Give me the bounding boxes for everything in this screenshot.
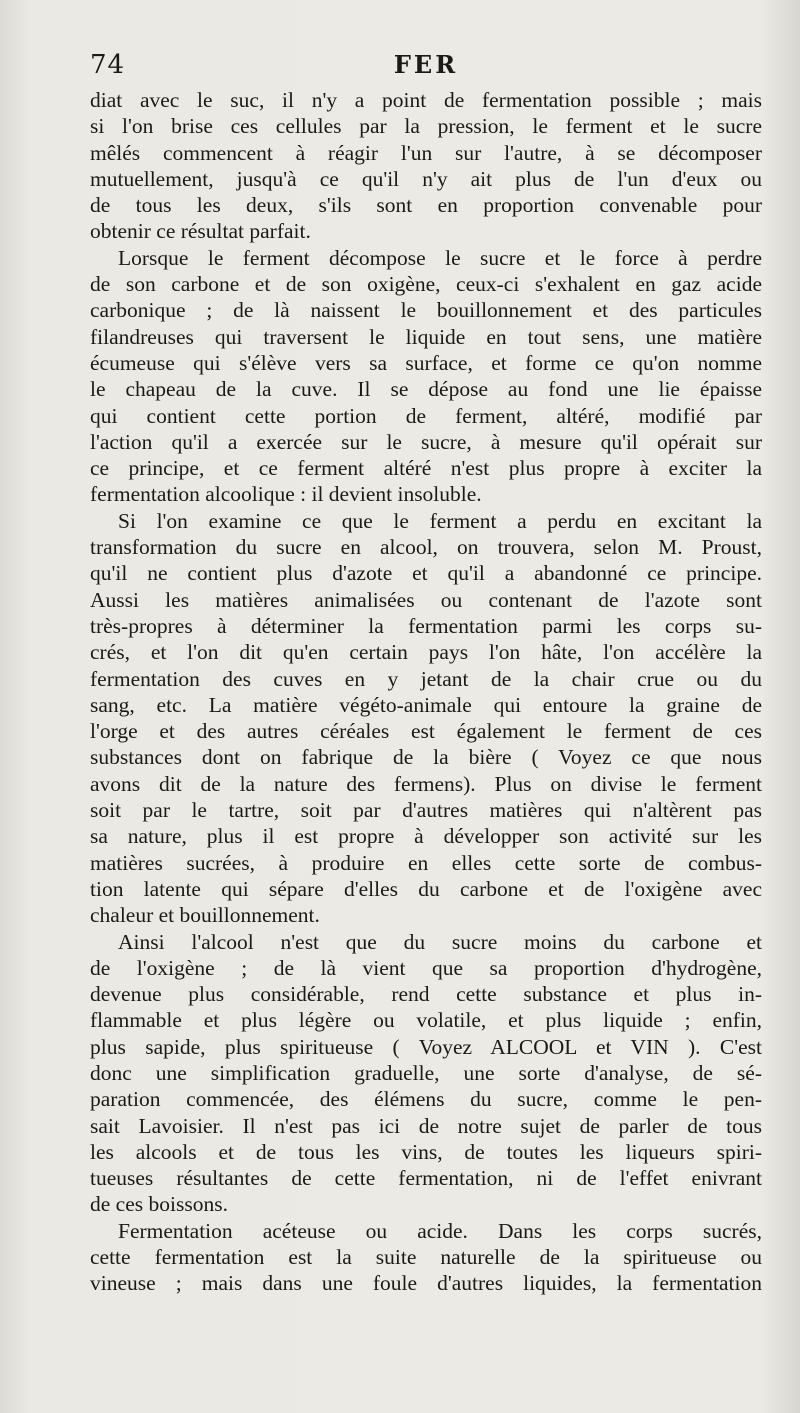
text-line: donc une simplification graduelle, une sorte d'analyse, de sé- [90, 1060, 762, 1085]
paragraph [90, 1218, 762, 1297]
text-line: mêlés commencent à réagir l'un sur l'autre, à se décomposer [90, 140, 762, 165]
text-line: Aussi les matières animalisées ou contenant de l'azote sont [90, 587, 762, 612]
paragraph [90, 929, 762, 1218]
text-line: tion latente qui sépare d'elles du carbone et de l'oxigène avec [90, 876, 762, 901]
paragraph [90, 245, 762, 508]
text-line: de son carbone et de son oxigène, ceux-ci s'exhalent en gaz acide [90, 272, 762, 297]
text-line: les alcools et de tous les vins, de toutes les liqueurs spiri- [90, 1139, 762, 1164]
text-line: Ainsi l'alcool n'est que du sucre moins du carbone et [118, 929, 762, 954]
text-line: Lorsque le ferment décompose le sucre et le force à perdre [118, 245, 762, 270]
text-line: plus sapide, plus spiritueuse ( Voyez ALCOOL et VIN ). C'est [90, 1034, 762, 1059]
text-line: obtenir ce résultat parfait. [90, 219, 311, 244]
text-line: mutuellement, jusqu'à ce qu'il n'y ait plus de l'un d'eux ou [90, 166, 762, 191]
text-line: de tous les deux, s'ils sont en proportion convenable pour [90, 193, 762, 218]
text-line: l'orge et des autres céréales est également le ferment de ces [90, 719, 762, 744]
text-line: carbonique ; de là naissent le bouillonnement et des particules [90, 298, 762, 323]
text-line: flammable et plus légère ou volatile, et plus liquide ; enfin, [90, 1008, 762, 1033]
text-line: qui contient cette portion de ferment, altéré, modifié par [90, 403, 762, 428]
text-line: sa nature, plus il est propre à développer son activité sur les [90, 824, 762, 849]
text-line: de ces boissons. [90, 1192, 228, 1217]
text-line: vineuse ; mais dans une foule d'autres liquides, la fermentation [90, 1271, 762, 1296]
text-line: qu'il ne contient plus d'azote et qu'il a abandonné ce principe. [90, 561, 762, 586]
text-line: cette fermentation est la suite naturelle de la spiritueuse ou [90, 1245, 762, 1270]
text-line: substances dont on fabrique de la bière ( Voyez ce que nous [90, 745, 762, 770]
text-line: paration commencée, des élémens du sucre, comme le pen- [90, 1087, 762, 1112]
text-line: devenue plus considérable, rend cette substance et plus in- [90, 982, 762, 1007]
text-line: le chapeau de la cuve. Il se dépose au fond une lie épaisse [90, 377, 762, 402]
text-line: chaleur et bouillonnement. [90, 903, 320, 928]
text-line: ce principe, et ce ferment altéré n'est plus propre à exciter la [90, 456, 762, 481]
text-line: avons dit de la nature des fermens). Plus on divise le ferment [90, 771, 762, 796]
text-line: sait Lavoisier. Il n'est pas ici de notre sujet de parler de tous [90, 1113, 762, 1138]
text-line: Si l'on examine ce que le ferment a perdu en excitant la [118, 508, 762, 533]
text-line: si l'on brise ces cellules par la pression, le ferment et le sucre [90, 114, 762, 139]
paragraph [90, 87, 762, 245]
text-line: fermentation des cuves en y jetant de la chair crue ou du [90, 666, 762, 691]
text-line: tueuses résultantes de cette fermentation, ni de l'effet enivrant [90, 1166, 762, 1191]
text-line: diat avec le suc, il n'y a point de fermentation possible ; mais [90, 88, 762, 112]
text-line: crés, et l'on dit qu'en certain pays l'on hâte, l'on accélère la [90, 640, 762, 665]
text-line: soit par le tartre, soit par d'autres matières qui n'altèrent pas [90, 798, 762, 823]
page-number: 74 [90, 50, 126, 80]
text-line: très-propres à déterminer la fermentation parmi les corps su- [90, 613, 762, 638]
text-line: transformation du sucre en alcool, on trouvera, selon M. Proust, [90, 535, 762, 560]
paragraph [90, 508, 762, 929]
text-line: matières sucrées, à produire en elles cette sorte de combus- [90, 850, 762, 875]
text-line: Fermentation acéteuse ou acide. Dans les corps sucrés, [118, 1218, 762, 1243]
text-line: fermentation alcoolique : il devient insoluble. [90, 482, 482, 507]
text-line: sang, etc. La matière végéto-animale qui entoure la graine de [90, 692, 762, 717]
body-text [90, 87, 762, 1297]
text-line: l'action qu'il a exercée sur le sucre, à mesure qu'il opérait sur [90, 429, 762, 454]
running-head [90, 50, 762, 84]
text-line: écumeuse qui s'élève vers sa surface, et forme ce qu'on nomme [90, 350, 762, 375]
running-title: FER [393, 50, 459, 79]
text-line: filandreuses qui traversent le liquide en tout sens, une matière [90, 324, 762, 349]
text-line: de l'oxigène ; de là vient que sa proportion d'hydrogène, [90, 955, 762, 980]
